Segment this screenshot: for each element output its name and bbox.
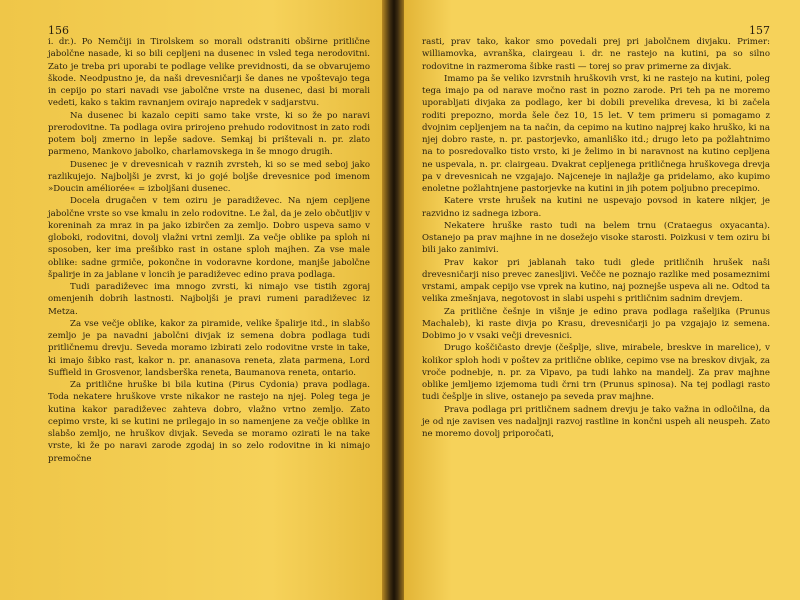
book-gutter: [382, 0, 406, 600]
page-number-left: 156: [48, 24, 69, 37]
paragraph: Prav kakor pri jablanah tako tudi glede pritličnih hrušek naši drevesničarji niso prevec zanesljivi. Večče ne poznajo razlike med posameznimi vrstami, ampak cepijo vse vprek na kutino, naj poznejše uspeva ali ne. Odtod ta velika zmešnjava, negotovost in slabi uspehi s pritličnim sadnim drevjem.: [422, 257, 770, 305]
paragraph: Prava podlaga pri pritličnem sadnem drevju je tako važna in odločilna, da je od nje zavisen ves nadaljnji razvoj rastline in končni uspeh ali neuspeh. Zato ne moremo dovolj priporočati,: [422, 404, 770, 439]
paragraph: Za pritlične češnje in višnje je edino prava podlaga rašeljika (Prunus Machaleb), ki raste divja po Krasu, drevesničarji jo pa vzgajajo iz semena. Dobimo jo v vsaki večji drevesnici.: [422, 306, 770, 341]
left-page-text: [48, 36, 370, 465]
paragraph: Drugo koščičasto drevje (češplje, slive, mirabele, breskve in marelice), v kolikor sploh hodi v poštev za pritlične oblike, cepimo vse na breskov divjak, za vroče podnebje, n. pr. za Vipavo, pa tudi lahko na mandelj. Za prav majhne oblike jemljemo izjemoma tudi črni trn (Prunus spinosa). Na tej podlagi rasto tudi češplje in slive, ostanejo pa seveda prav majhne.: [422, 343, 770, 403]
paragraph: i. dr.). Po Nemčiji in Tirolskem so morali odstraniti obširne pritlične jabolčne nasade, ki so bili cepljeni na dusenec in vsled tega nerodovitni. Zato je treba pri uporabi te podlage velike previdnosti, da se obvarujemo škode. Neodpustno je, da naši drevesničarji še danes ne vpoštevajo tega in cepijo po stari navadi vse jabolčne vrste na dusenec, dasi bi morali vedeti, kako s takim ravnanjem ovirajo napredek v sadjarstvu.: [48, 37, 370, 109]
paragraph: Docela drugačen v tem oziru je paradiževec. Na njem cepljene jabolčne vrste so vse kmalu in zelo rodovitne. Le žal, da je zelo občutljiv v koreninah za mraz in pa jako izbirčen za zemljo. Dobro uspeva samo v globoki, rodovitni, dovolj vlažni vrtni zemlji. Za večje oblike pa sploh ni sposoben, ker ima prešibko rast in ostane sploh majhen. Za vse male oblike: sadne grmiče, pokončne in vodoravne kordone, manjše jabolčne špalirje in za jablane v loncih je paradiževec edino prava podlaga.: [48, 196, 370, 280]
paragraph: Tudi paradiževec ima mnogo zvrsti, ki nimajo vse tistih zgoraj omenjenih dobrih lastnosti. Najboljši je pravi rumeni paradiževec iz Metza.: [48, 282, 370, 317]
paragraph: Dusenec je v drevesnicah v raznih zvrsteh, ki so se med seboj jako razlikujejo. Najboljši je zvrst, ki jo gojé boljše drevesnice pod imenom »Doucin améliorée« = izboljšani dusenec.: [48, 159, 370, 194]
paragraph: Katere vrste hrušek na kutini ne uspevajo povsod in katere nikjer, je razvidno iz sadnega izbora.: [422, 196, 770, 219]
paragraph: Za vse večje oblike, kakor za piramide, velike špalirje itd., in slabšo zemljo je pa navadni jabolčni divjak iz semena dobra podlaga tudi pritličnemu drevju. Seveda moramo izbirati zelo rodovitne vrste in take, ki imajo šibko rast, kakor n. pr. ananasova reneta, zlata parmena, Lord Suffield in Grosvenor, landsberška reneta, Baumanova reneta, ontario.: [48, 318, 370, 378]
paragraph: rasti, prav tako, kakor smo povedali prej pri jabolčnem divjaku. Primer: williamovka, avranška, clairgeau i. dr. ne rastejo na kutini, pa so silno rodovitne in razmeroma šibke rasti — torej so prav primerne za divjak.: [422, 37, 770, 72]
left-page: [0, 0, 388, 600]
paragraph: Imamo pa še veliko izvrstnih hruškovih vrst, ki ne rastejo na kutini, poleg tega imajo pa od narave močno rast in pozno zarode. Pri teh pa ne moremo uporabljati divjaka za podlago, ker bi dobili prevelika drevesa, ki bi začela roditi prepozno, morda šele čez 10, 15 let. V tem primeru si pomagamo z dvojnim cepljenjem na ta način, da cepimo na kutino najprej kako hruško, ki na njej dobro raste, n. pr. pastorjevko, amanliško itd.; drugo leto pa požlahtnimo na to posredovalko tisto vrsto, ki je želimo in bi naravnost na kutino cepljena ne uspevala, n. pr. clairgeau. Dvakrat cepljenega pritličnega hruškovega drevja pa v drevesnicah ne vzgajajo. Najceneje in najlažje ga pridelamo, ako kupimo enoletne požlahtnjene pastorjevke na kutini in jih potem poljubno precepimo.: [422, 73, 770, 194]
paragraph: Za pritlične hruške bi bila kutina (Pirus Cydonia) prava podlaga. Toda nekatere hruškove vrste nikakor ne rastejo na njej. Poleg tega je kutina kakor paradiževec zahteva dobro, vlažno vrtno zemljo. Zato cepimo vrste, ki se kutini ne prilegajo in so namenjene za večje oblike in slabšo zemljo, ne hruškov divjak. Seveda se moramo ozirati le na take vrste, ki že po naravi zarode zgodaj in so zelo rodovitne in ki nimajo premočne: [48, 380, 370, 464]
right-page-text: [422, 36, 770, 440]
page-number-right: 157: [749, 24, 770, 37]
paragraph: Nekatere hruške rasto tudi na belem trnu (Crataegus oxyacanta). Ostanejo pa prav majhne in ne dosežejo visoke starosti. Poizkusi v tem oziru bi bili jako zanimivi.: [422, 220, 770, 256]
paragraph: Na dusenec bi kazalo cepiti samo take vrste, ki so že po naravi prerodovitne. Ta podlaga ovira prirojeno prehudo rodovitnost in zato rodi potem bolj zmerno in lepše sadove. Semkaj bi prištevali n. pr. zlato parmeno, Mankovo jabolko, charlamovskega in še mnogo drugih.: [48, 110, 370, 158]
right-page: [404, 0, 800, 600]
